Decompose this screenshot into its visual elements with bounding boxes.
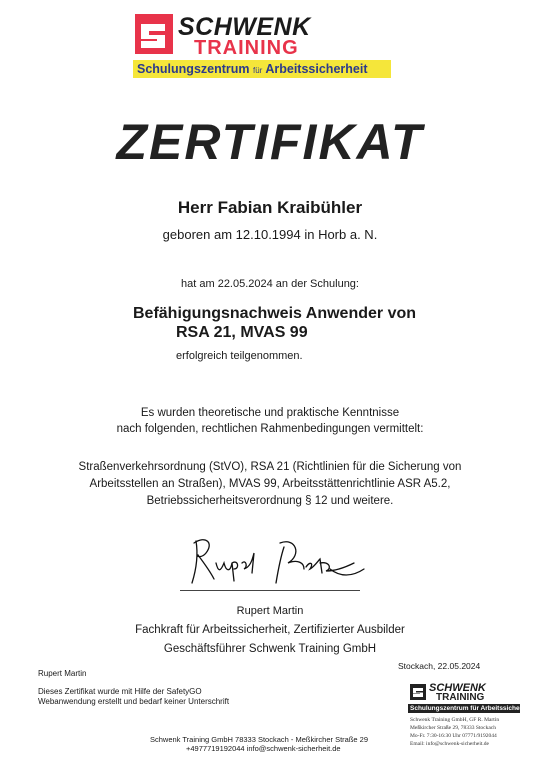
stamp-line-2: Meßkircher Straße 29, 78333 Stockach: [410, 725, 496, 731]
recipient-birth: geboren am 12.10.1994 in Horb a. N.: [162, 227, 378, 242]
signer-role-1: Fachkraft für Arbeitssicherheit, Zertifizierter Ausbilder: [135, 624, 405, 636]
regulations-line-3: Betriebssicherheitsverordnung § 12 und weitere.: [146, 495, 394, 507]
intro-line-1: Es wurden theoretische und praktische Kenntnisse: [140, 407, 400, 419]
generated-note-line-1: Dieses Zertifikat wurde mit Hilfe der SafetyGO: [38, 687, 202, 696]
recipient-name: Herr Fabian Kraibühler: [177, 198, 363, 217]
stamp-name: SCHWENK: [429, 682, 486, 694]
stamp-band-text: Schulungszentrum für Arbeitssicherheit: [410, 705, 534, 712]
stamp-line-1: Schwenk Training GmbH, GF R. Martin: [410, 717, 500, 723]
regulations-line-2: Arbeitsstellen an Straßen), MVAS 99, Arbeitsstättenrichtlinie ASR A5.2,: [89, 478, 451, 490]
logo-name: SCHWENK: [178, 13, 311, 41]
regulations-line-1: Straßenverkehrsordnung (StVO), RSA 21 (Richtlinien für die Sicherung von: [78, 461, 462, 473]
signer-role-2: Geschäftsführer Schwenk Training GmbH: [163, 643, 377, 655]
schwenk-logo-icon: [135, 14, 173, 54]
signature-line: [180, 590, 360, 591]
course-title-line2: RSA 21, MVAS 99: [176, 324, 308, 341]
course-title-line1: Befähigungsnachweis Anwender von: [133, 305, 417, 322]
stamp-sub: TRAINING: [436, 692, 485, 703]
training-date: hat am 22.05.2024 an der Schulung:: [181, 278, 359, 290]
signer-name: Rupert Martin: [236, 605, 304, 617]
handwritten-signature: [180, 533, 370, 588]
generated-note: [38, 687, 298, 707]
footer-contact: +4977719192044 info@schwenk-sicherheit.de: [186, 744, 341, 753]
footer-address: Schwenk Training GmbH 78333 Stockach - Meßkircher Straße 29: [150, 735, 369, 744]
stamp-line-3: Mo-Fr. 7:30-16:30 Uhr 07771/9192044: [410, 733, 497, 739]
intro-text: [0, 405, 540, 437]
intro-line-2: nach folgenden, rechtlichen Rahmenbedingungen vermittelt:: [116, 423, 424, 435]
bottom-left-name: Rupert Martin: [38, 669, 87, 678]
stamp-address: [410, 716, 522, 748]
logo-sub: TRAINING: [194, 37, 299, 59]
place-date: Stockach, 22.05.2024: [398, 661, 481, 671]
generated-note-line-2: Webanwendung erstellt und bedarf keiner Unterschrift: [38, 697, 230, 706]
stamp-logo-icon: [410, 684, 426, 700]
logo-band-text: Schulungszentrum für Arbeitssicherheit: [137, 62, 368, 76]
certificate-title: ZERTIFIKAT: [116, 114, 424, 170]
passed-text: erfolgreich teilgenommen.: [176, 350, 303, 362]
regulations-text: [70, 459, 470, 510]
stamp-line-4: Email: info@schwenk-sicherheit.de: [410, 741, 489, 747]
